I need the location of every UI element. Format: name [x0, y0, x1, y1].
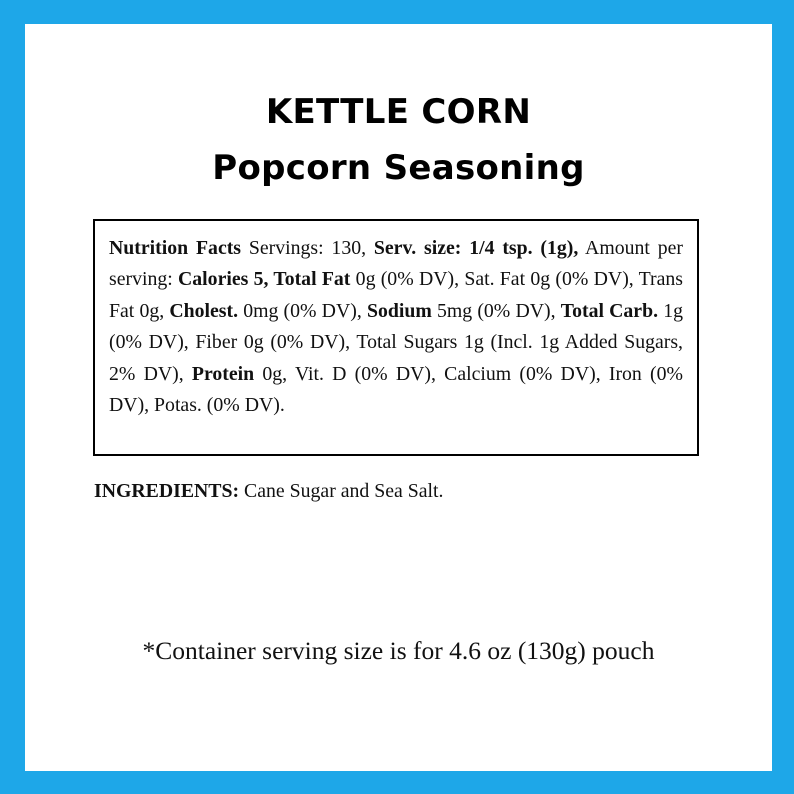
carb-text: 1g (0% DV), Fiber 0g (0% DV), Total Sugars 1g (Incl. 1g Added Sugars, 2% DV), — [109, 299, 683, 385]
serving-size-text: Serv. size: 1/4 tsp. (1g), — [373, 237, 579, 259]
nutrition-facts-box — [93, 219, 699, 456]
serving-size-note: *Container serving size is for 4.6 oz (130g) pouch — [142, 636, 655, 665]
label-panel — [25, 24, 772, 771]
carb-label: Total Carb. — [560, 299, 659, 322]
ingredients-line — [94, 480, 443, 503]
sodium-label: Sodium — [366, 299, 432, 322]
cholesterol-label: Cholest. — [169, 299, 239, 322]
amount-per-serving-text: Amount per serving: — [109, 237, 683, 291]
protein-text: 0g, Vit. D (0% DV), Calcium (0% DV), Iron (0% DV), Potas. (0% DV). — [109, 362, 683, 417]
ingredients-text: Cane Sugar and Sea Salt. — [239, 480, 444, 502]
sodium-text: 5mg (0% DV), — [431, 299, 561, 322]
product-subtitle: Popcorn Seasoning — [212, 148, 585, 188]
nutrition-facts-heading: Nutrition Facts — [109, 237, 242, 259]
protein-label: Protein — [191, 362, 255, 385]
ingredients-label: INGREDIENTS: — [94, 480, 240, 502]
product-title: KETTLE CORN — [265, 92, 532, 132]
fat-text: 0g (0% DV), Sat. Fat 0g (0% DV), Trans Fat 0g, — [109, 268, 683, 322]
cholesterol-text: 0mg (0% DV), — [238, 299, 367, 322]
calories-text: Calories 5, Total Fat — [178, 268, 351, 291]
servings-text: Servings: 130, — [241, 237, 374, 259]
